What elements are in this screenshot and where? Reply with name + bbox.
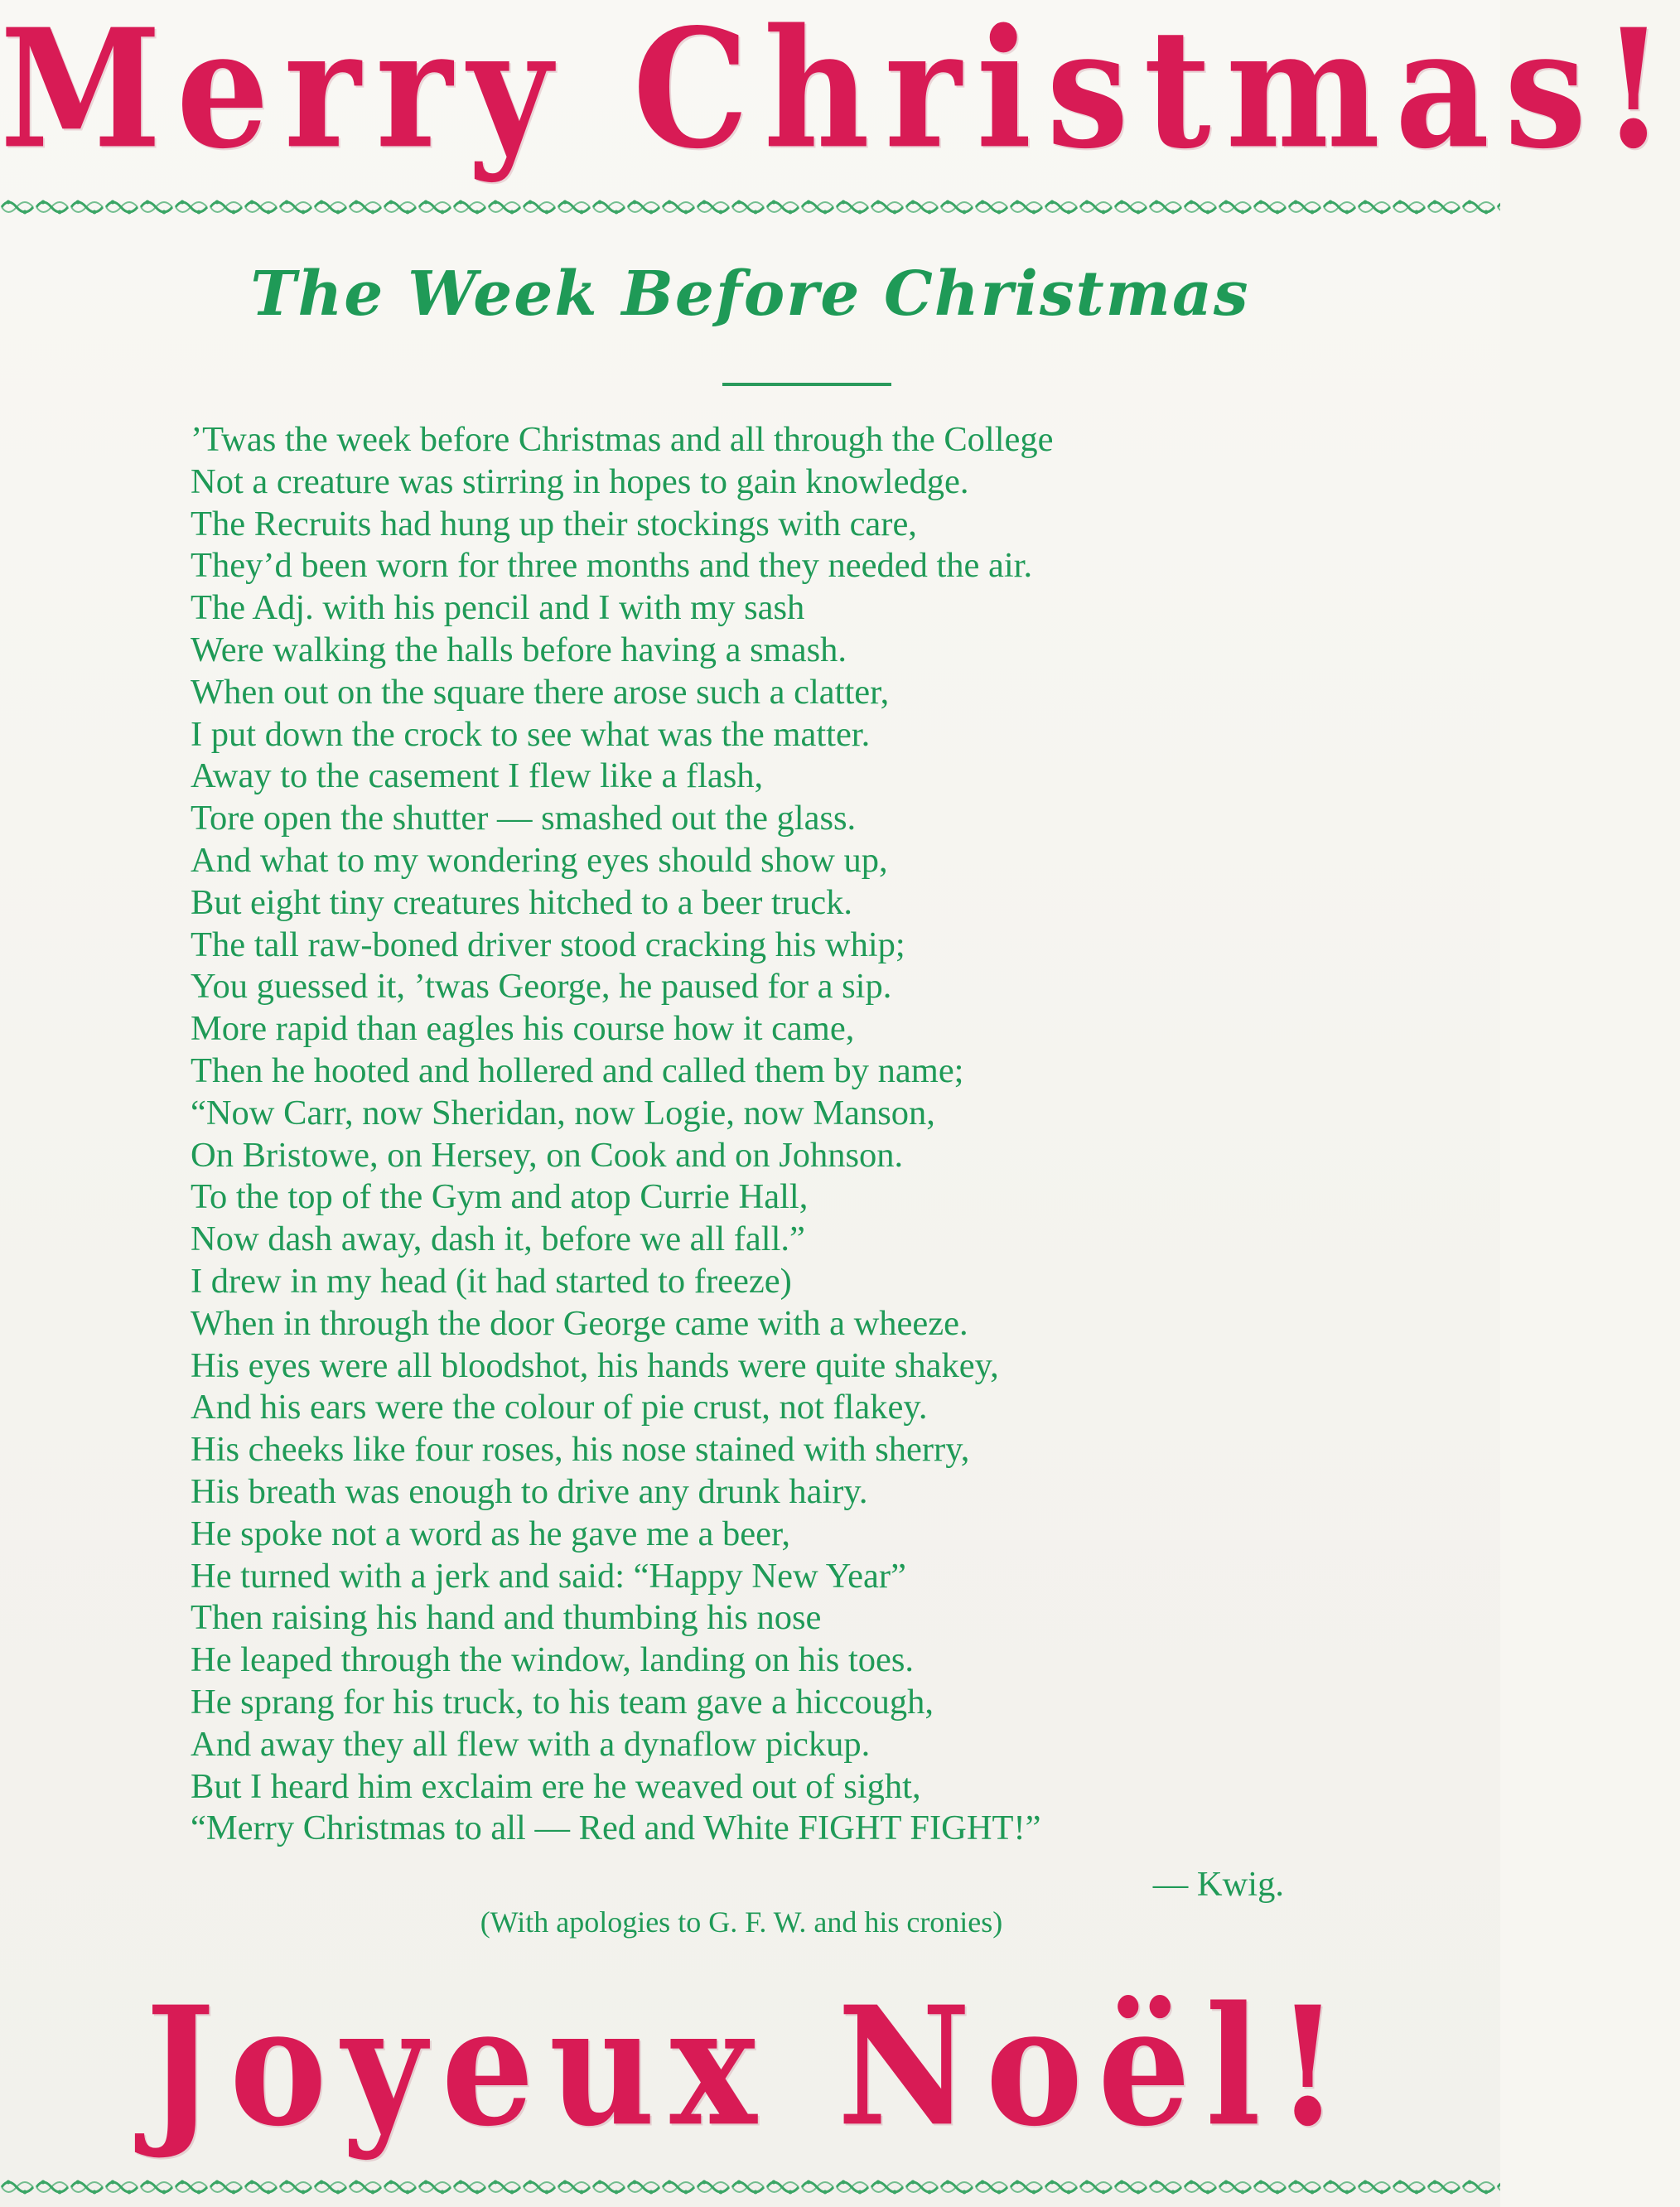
title-divider xyxy=(722,383,891,386)
poem-line: They’d been worn for three months and they needed the air. xyxy=(191,546,1033,586)
poem-line: When in through the door George came with a wheeze. xyxy=(191,1303,968,1343)
poem-line: Now dash away, dash it, before we all fall.” xyxy=(191,1219,805,1259)
poem-line: His eyes were all bloodshot, his hands were quite shakey, xyxy=(191,1345,999,1385)
poem-line: The tall raw-boned driver stood cracking his whip; xyxy=(191,925,905,964)
poem-line: The Recruits had hung up their stockings with care, xyxy=(191,504,917,543)
poem-line: “Now Carr, now Sheridan, now Logie, now Manson, xyxy=(191,1093,935,1132)
holly-border-top xyxy=(0,196,1500,219)
poem-title: The Week Before Christmas xyxy=(250,258,1250,330)
poem-line: On Bristowe, on Hersey, on Cook and on Johnson. xyxy=(191,1135,904,1175)
poem-line: He leaped through the window, landing on his toes. xyxy=(191,1640,915,1680)
poem-line: Then he hooted and hollered and called them by name; xyxy=(191,1050,964,1090)
poem-line: And his ears were the colour of pie crust, not flakey. xyxy=(191,1388,928,1427)
poem-line: You guessed it, ’twas George, he paused for a sip. xyxy=(191,967,892,1007)
poem-line: More rapid than eagles his course how it came, xyxy=(191,1009,855,1049)
poem-line: And what to my wondering eyes should show up, xyxy=(191,840,888,880)
poem-line: Not a creature was stirring in hopes to gain knowledge. xyxy=(191,461,969,501)
joyeux-noel-heading: Joyeux Noël! xyxy=(145,1970,1355,2163)
poem-line: But I heard him exclaim ere he weaved out of sight, xyxy=(191,1766,921,1806)
poem-line: When out on the square there arose such a clatter, xyxy=(191,672,890,712)
poem-line: Away to the casement I flew like a flash, xyxy=(191,756,764,796)
holly-border-bottom xyxy=(0,2176,1500,2199)
poem-line: His cheeks like four roses, his nose stained with sherry, xyxy=(191,1430,970,1470)
poem-line: But eight tiny creatures hitched to a beer truck. xyxy=(191,882,852,922)
poem-line: The Adj. with his pencil and I with my sash xyxy=(191,588,805,628)
poem-line: His breath was enough to drive any drunk hairy. xyxy=(191,1471,868,1511)
poem-line: Then raising his hand and thumbing his nose xyxy=(191,1598,822,1638)
poem-line: He turned with a jerk and said: “Happy New Year” xyxy=(191,1556,906,1596)
poem-line: He sprang for his truck, to his team gave a hiccough, xyxy=(191,1682,934,1722)
poem-line: Were walking the halls before having a smash. xyxy=(191,630,847,669)
poem-line: Tore open the shutter — smashed out the glass. xyxy=(191,799,857,838)
poem-line: He spoke not a word as he gave me a beer, xyxy=(191,1514,791,1553)
poem-line: ’Twas the week before Christmas and all through the College xyxy=(191,420,1054,459)
merry-christmas-heading: Merry Christmas! xyxy=(0,0,1680,186)
poem-line: I drew in my head (it had started to freeze) xyxy=(191,1261,792,1301)
poem-line: “Merry Christmas to all — Red and White FIGHT FIGHT!” xyxy=(191,1809,1041,1848)
poem-line: I put down the crock to see what was the matter. xyxy=(191,714,871,754)
poem-signature: — Kwig. xyxy=(1152,1865,1284,1904)
poem-line: To the top of the Gym and atop Currie Hall, xyxy=(191,1177,809,1217)
poem-line: And away they all flew with a dynaflow pickup. xyxy=(191,1724,871,1764)
poem-apology-note: (With apologies to G. F. W. and his cronies) xyxy=(480,1905,1003,1939)
poem-body xyxy=(191,419,1342,1850)
